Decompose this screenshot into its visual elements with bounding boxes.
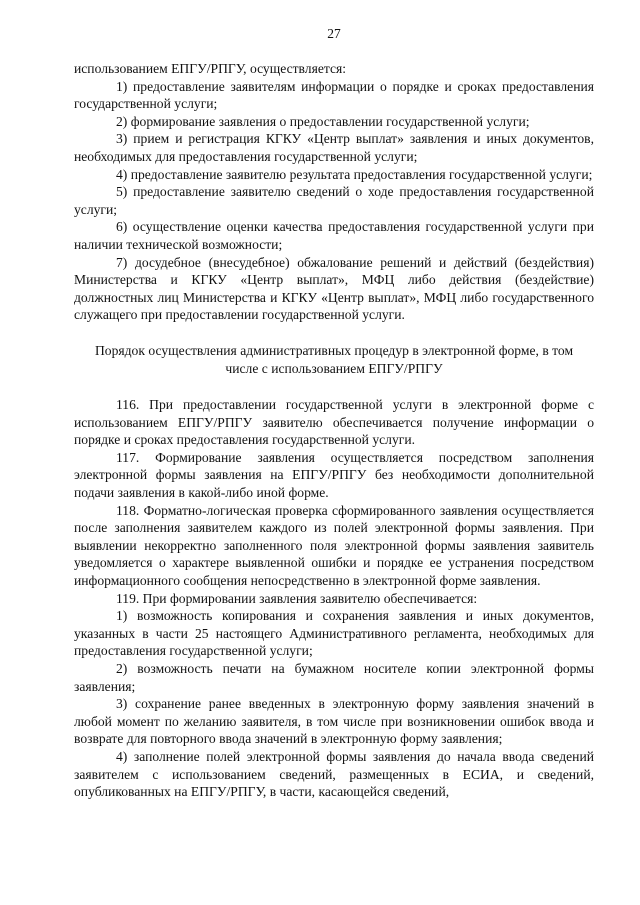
page-number: 27 bbox=[327, 26, 341, 41]
paragraph-119-item-3: 3) сохранение ранее введенных в электронную форму заявления значений в любой момент по желанию заявителя, в том числе при возникновении ошибок ввода и возврате для повторного ввода значений в электронную форму заявления; bbox=[74, 696, 594, 747]
paragraph-117: 117. Формирование заявления осуществляется посредством заполнения электронной формы заявления на ЕПГУ/РПГУ без необходимости дополнительной подачи заявления в какой-либо иной форме. bbox=[74, 449, 594, 501]
paragraph-item-4: 4) предоставление заявителю результата предоставления государственной услуги; bbox=[116, 166, 593, 182]
paragraph-item-2: 2) формирование заявления о предоставлении государственной услуги; bbox=[116, 113, 530, 129]
paragraph-119: 119. При формировании заявления заявителю обеспечивается: bbox=[116, 590, 478, 606]
spacer bbox=[74, 377, 594, 396]
paragraph-119-item-4: 4) заполнение полей электронной формы заявления до начала ввода сведений заявителем с использованием сведений, размещенных в ЕСИА, и сведений, опубликованных на ЕПГУ/РПГУ, в части, касающейся сведений, bbox=[74, 748, 594, 800]
paragraph-continuation: использованием ЕПГУ/РПГУ, осуществляется: bbox=[74, 61, 347, 76]
spacer bbox=[74, 324, 594, 342]
document-page bbox=[74, 24, 594, 801]
paragraph-118: 118. Форматно-логическая проверка сформированного заявления осуществляется после заполнения заявителем каждого из полей электронной формы заявления. При выявлении некорректно заполненного поля электронной формы заявления заявитель уведомляется о характере выявленной ошибки и порядке ее устранения посредством информационного сообщения непосредственно в электронной форме заявления. bbox=[74, 502, 594, 589]
paragraph-item-1: 1) предоставление заявителям информации о порядке и сроках предоставления государственной услуги; bbox=[74, 78, 594, 112]
paragraph-119-item-1: 1) возможность копирования и сохранения заявления и иных документов, указанных в части 25 настоящего Административного регламента, необходимых для предоставления государственной услуги; bbox=[74, 608, 594, 659]
paragraph-116: 116. При предоставлении государственной услуги в электронной форме с использованием ЕПГУ/РПГУ заявителю обеспечивается получение информации о порядке и сроках предоставления государственной услуги. bbox=[74, 397, 594, 448]
paragraph-119-item-2: 2) возможность печати на бумажном носителе копии электронной формы заявления; bbox=[74, 661, 594, 694]
paragraph-item-3: 3) прием и регистрация КГКУ «Центр выплат» заявления и иных документов, необходимых для предоставления государственной услуги; bbox=[74, 131, 594, 164]
paragraph-item-7: 7) досудебное (внесудебное) обжалование решений и действий (бездействия) Министерства и КГКУ «Центр выплат», МФЦ либо действия (бездействие) должностных лиц Министерства и КГКУ «Центр выплат», МФЦ либо государственного служащего при предоставлении государственной услуги. bbox=[74, 254, 594, 323]
paragraph-item-5: 5) предоставление заявителю сведений о ходе предоставления государственной услуги; bbox=[74, 184, 594, 217]
section-heading: Порядок осуществления административных процедур в электронной форме, в том числе с использованием ЕПГУ/РПГУ bbox=[94, 342, 574, 376]
paragraph-item-6: 6) осуществление оценки качества предоставления государственной услуги при наличии технической возможности; bbox=[74, 219, 594, 252]
